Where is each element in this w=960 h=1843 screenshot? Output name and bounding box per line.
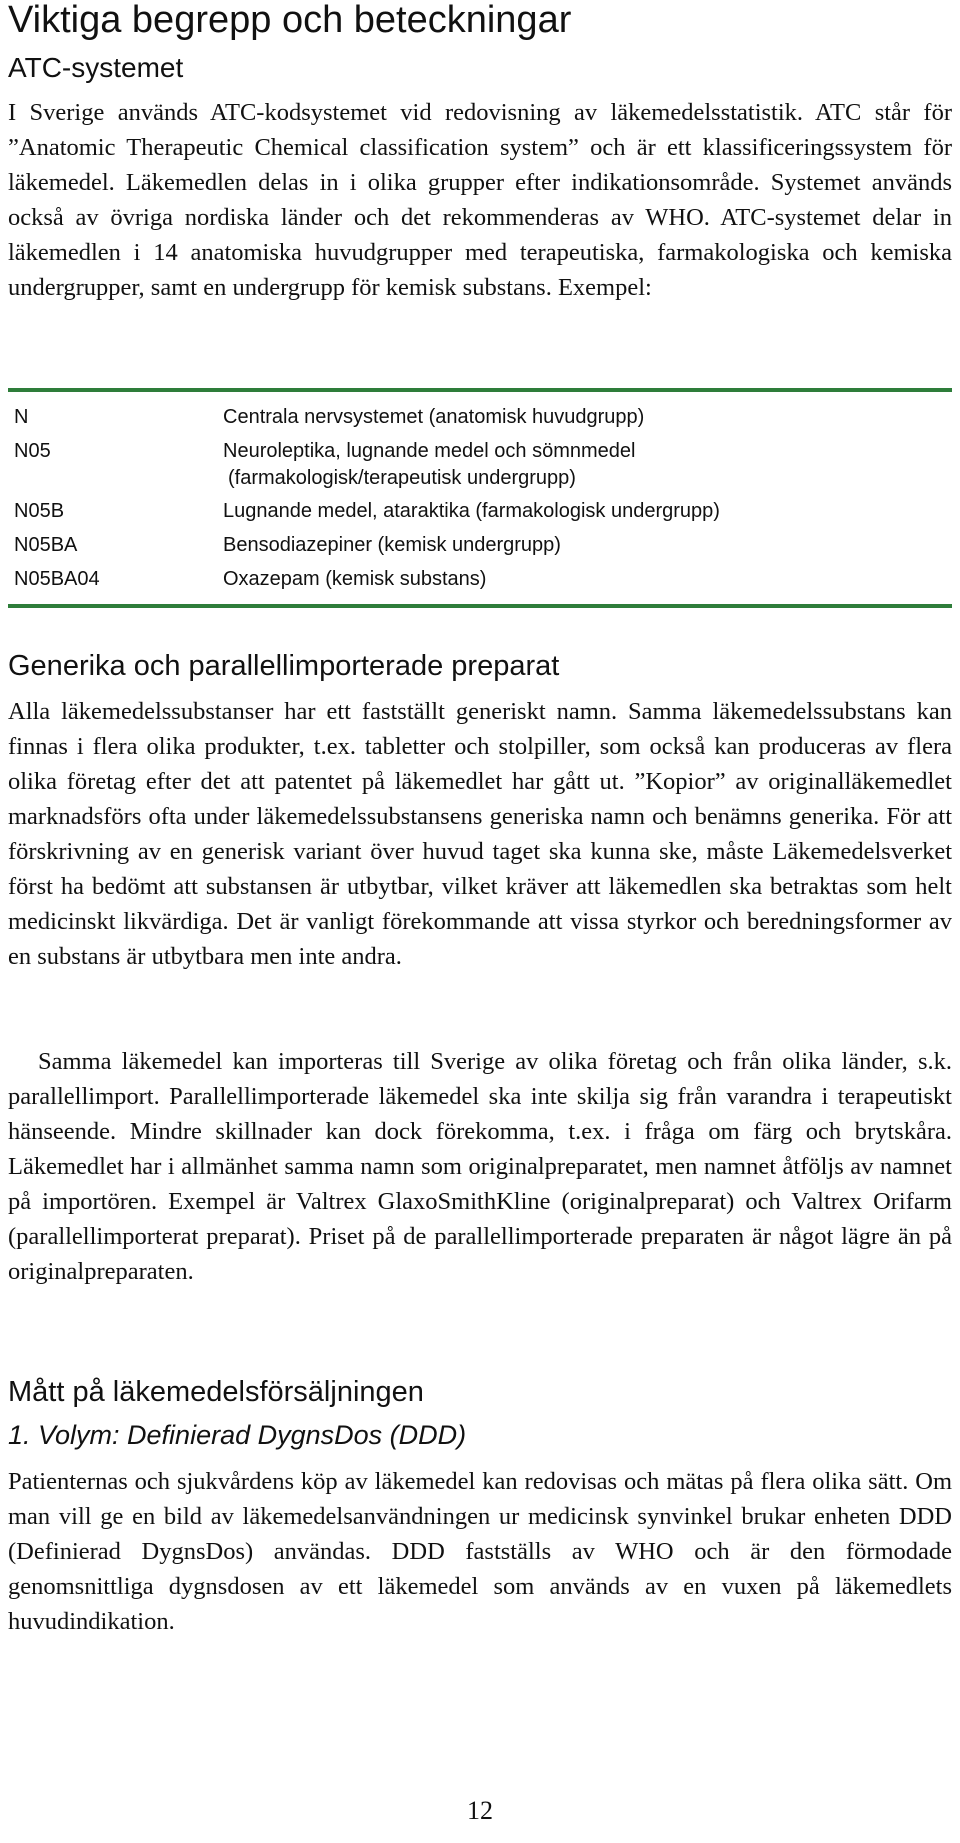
atc-code: N05 (14, 440, 51, 462)
atc-description-line2: (farmakologisk/terapeutisk undergrupp) (228, 467, 576, 489)
generika-paragraph-1: Alla läkemedelssubstanser har ett fastställt generiskt namn. Samma läkemedelssubstans kan finnas i flera olika produkter, t.ex. tabletter och stolpiller, som också kan produceras av flera olika företag efter det att patentet på läkemedlet har gått ut. ”Kopior” av originalläkemedlet marknadsförs ofta under läkemedelssubstansens generiska namn och benämns generika. För att förskrivning av en generisk variant över huvud taget ska kunna ske, måste Läkemedelsverket först ha bedömt att substansen är utbytbar, vilket kräver att läkemedlen ska betraktas som helt medicinskt likvärdiga. Det är vanligt förekommande att vissa styrkor och beredningsformer av en substans är utbytbara men inte andra. (8, 698, 952, 970)
atc-description: Oxazepam (kemisk substans) (223, 568, 487, 590)
atc-heading: ATC-systemet (8, 52, 184, 83)
document-page (8, 0, 952, 1843)
atc-code: N (14, 406, 29, 428)
matt-heading: Mått på läkemedelsförsäljningen (8, 1376, 424, 1408)
generika-paragraph-2: Samma läkemedel kan importeras till Sverige av olika företag och från olika länder, s.k. parallellimport. Parallellimporterade läkemedel ska inte skilja sig från varandra i terapeutiskt hänseende. Mindre skillnader kan dock förekomma, t.ex. i fråga om färg och brytskåra. Läkemedlet har i allmänhet samma namn som originalpreparatet, men namnet åtföljs av namnet på importören. Exempel är Valtrex GlaxoSmithKline (originalpreparat) och Valtrex Orifarm (parallellimporterat preparat). Priset på de parallellimporterade preparaten är något lägre än på originalpreparaten. (8, 1048, 952, 1285)
atc-description: Lugnande medel, ataraktika (farmakologisk undergrupp) (223, 500, 720, 522)
atc-example-table (8, 388, 952, 608)
ddd-paragraph: Patienternas och sjukvårdens köp av läkemedel kan redovisas och mätas på flera olika sätt. Om man vill ge en bild av läkemedelsanvändningen ur medicinsk synvinkel brukar enheten DDD (Definierad DygnsDos) användas. DDD fastställs av WHO och är den förmodade genomsnittliga dygnsdosen av ett läkemedel som används av en vuxen på läkemedlets huvudindikation. (8, 1468, 952, 1635)
generika-heading: Generika och parallellimporterade preparat (8, 650, 560, 682)
atc-code: N05BA04 (14, 568, 100, 590)
atc-paragraph: I Sverige används ATC-kodsystemet vid redovisning av läkemedelsstatistik. ATC står för ”Anatomic Therapeutic Chemical classification system” och är ett klassificeringssystem för läkemedel. Läkemedlen delas in i olika grupper efter indikationsområde. Systemet används också av övriga nordiska länder och det rekommenderas av WHO. ATC-systemet delar in läkemedlen i 14 anatomiska huvudgrupper med terapeutiska, farmakologiska och kemiska undergrupper, samt en undergrupp för kemisk substans. Exempel: (8, 99, 952, 301)
page-number: 12 (467, 1796, 493, 1825)
ddd-subheading: 1. Volym: Definierad DygnsDos (DDD) (8, 1420, 467, 1450)
page-title: Viktiga begrepp och beteckningar (8, 0, 572, 41)
atc-description: Neuroleptika, lugnande medel och sömnmedel (223, 440, 636, 462)
atc-description: Bensodiazepiner (kemisk undergrupp) (223, 534, 561, 556)
atc-code: N05BA (14, 534, 78, 556)
atc-description: Centrala nervsystemet (anatomisk huvudgrupp) (223, 406, 645, 428)
atc-code: N05B (14, 500, 65, 522)
